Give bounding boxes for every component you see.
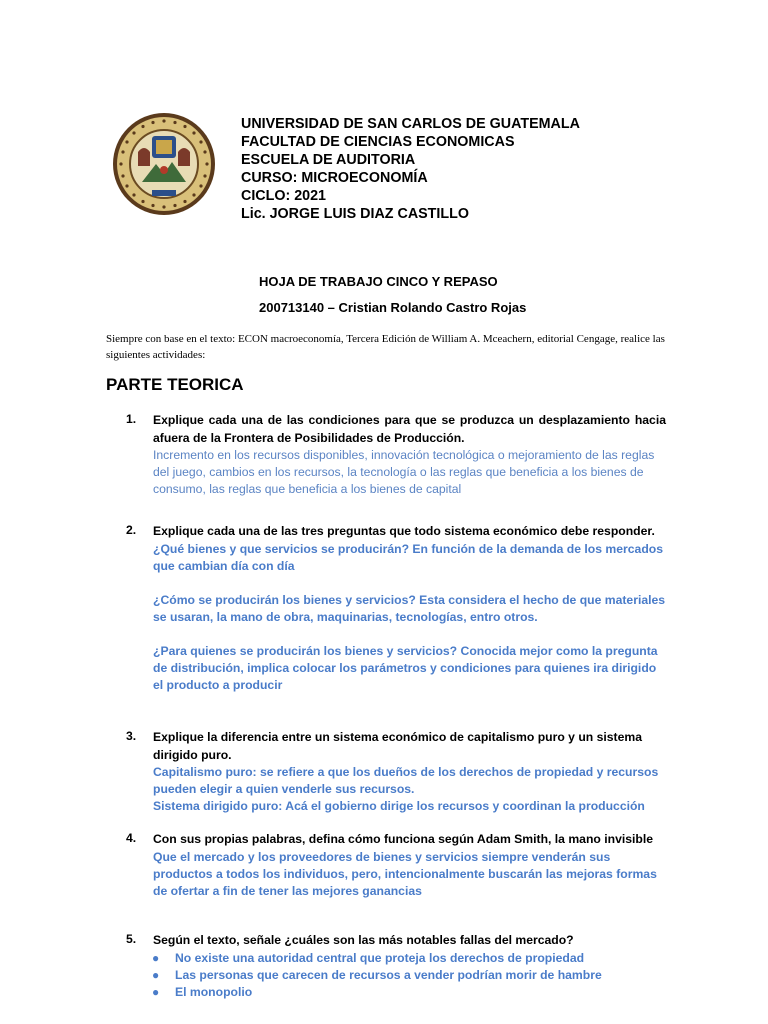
student-info: 200713140 – Cristian Rolando Castro Rojas [259,300,527,315]
answer-text: Incremento en los recursos disponibles, innovación tecnológica o mejoramiento de las reglas del juego, cambios en los recursos, la tecnología o las reglas que beneficia a los bienes de consumo, las reglas que beneficia a los bienes de capital [153,448,655,496]
question-number: 2. [126,523,137,537]
section-title: PARTE TEORICA [106,375,244,394]
list-item [152,967,666,984]
bullet-icon: ● [152,984,160,999]
bullet-text: No existe una autoridad central que proteja los derechos de propiedad [175,950,585,965]
question-number: 4. [126,831,137,845]
answer-text: Capitalismo puro: se refiere a que los dueños de los derechos de propiedad y recursos pueden elegir a quien venderle sus recursos. [153,765,659,796]
answer-block [153,541,666,694]
question-text: Explique cada una de las condiciones para que se produzca un desplazamiento hacia afuera de la Frontera de Posibilidades de Producción. [153,413,666,445]
bullet-icon: ● [152,967,160,982]
answer-text: ¿Cómo se producirán los bienes y servicios? Esta considera el hecho de que materiales se usaran, la mano de obra, maquinarias, tecnologías, entro otros. [153,592,666,624]
answer-text: Que el mercado y los proveedores de bienes y servicios siempre venderán sus productos a todos los individuos, pero, intencionalmente buscarán las mejoras formas de ofertar a fin de tener las mejores ganancias [153,849,657,898]
question-number: 5. [126,932,137,946]
question-text: Explique cada una de las tres preguntas que todo sistema económico debe responder. [153,524,655,538]
intro-paragraph: Siempre con base en el texto: ECON macroeconomía, Tercera Edición de William A. Mceachern, editorial Cengage, realice las siguientes actividades: [106,333,665,361]
bullet-icon: ● [152,950,160,965]
question-number: 1. [126,412,137,426]
question-text: Explique la diferencia entre un sistema económico de capitalismo puro y un sistema dirigido puro. [153,730,642,762]
question-4 [126,831,666,900]
bullet-text: Las personas que carecen de recursos a vender podrían morir de hambre [175,967,602,982]
school-name: ESCUELA DE AUDITORIA [241,152,416,168]
question-3 [126,729,666,815]
answer-block [153,764,666,815]
answer-text: ¿Para quienes se producirán los bienes y servicios? Conocida mejor como la pregunta de distribución, implica colocar los parámetros y condiciones para quienes ira dirigido el producto a producir [153,643,658,692]
course-name: CURSO: MICROECONOMÍA [241,170,428,186]
answer-text: Sistema dirigido puro: Acá el gobierno dirige los recursos y coordinan la producción [153,799,645,813]
university-seal-icon [112,112,216,216]
institution-header [241,115,580,223]
question-2 [126,523,666,694]
list-item [152,950,666,967]
question-number: 3. [126,729,137,743]
list-item [152,984,666,1001]
answer-text: ¿Qué bienes y que servicios se producirán? En función de la demanda de los mercados que cambian día con día [153,541,663,573]
university-name: UNIVERSIDAD DE SAN CARLOS DE GUATEMALA [241,116,580,132]
answer-bullet-list [152,950,666,1001]
question-1 [126,412,666,498]
document-title: HOJA DE TRABAJO CINCO Y REPASO [259,274,498,289]
cycle: CICLO: 2021 [241,188,327,204]
faculty-name: FACULTAD DE CIENCIAS ECONOMICAS [241,134,515,150]
question-5 [126,932,666,1001]
bullet-text: El monopolio [175,984,253,999]
question-text: Con sus propias palabras, defina cómo funciona según Adam Smith, la mano invisible [153,832,654,846]
professor-name: Lic. JORGE LUIS DIAZ CASTILLO [241,206,469,222]
question-text: Según el texto, señale ¿cuáles son las más notables fallas del mercado? [153,933,574,947]
